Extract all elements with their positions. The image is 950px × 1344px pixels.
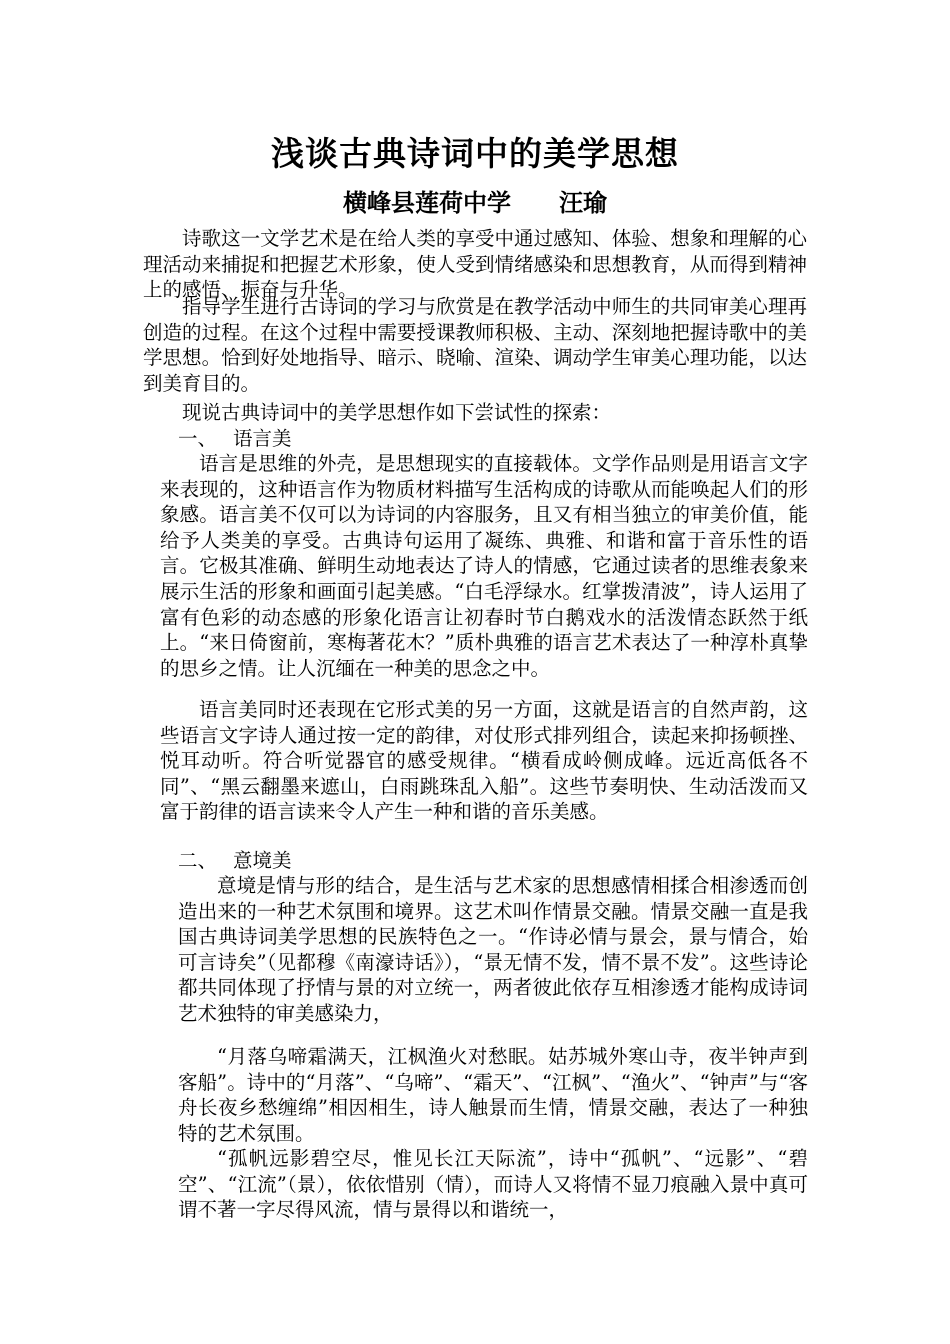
section2-paragraph-3: “孤帆远影碧空尽，惟见长江天际流”，诗中“孤帆”、“远影”、“碧空”、“江流”（景），依依惜别（情），而诗人又将情不显刀痕融入景中真可谓不著一字尽得风流，情与景得以和谐统一， [178, 1147, 808, 1222]
section-heading-language: 一、 语言美 [178, 427, 292, 450]
section2-paragraph-2: “月落乌啼霜满天，江枫渔火对愁眠。姑苏城外寒山寺，夜半钟声到客船”。诗中的“月落”、“乌啼”、“霜天”、“江枫”、“渔火”、“钟声”与“客舟长夜乡愁缠绵”相因相生，诗人触景而生情，情景交融，表达了一种独特的艺术氛围。 [178, 1045, 808, 1145]
author-line: 横峰县莲荷中学 汪瑜 [343, 189, 607, 217]
document-title: 浅谈古典诗词中的美学思想 [271, 134, 679, 173]
intro-paragraph-3: 现说古典诗词中的美学思想作如下尝试性的探索： [182, 401, 612, 424]
section2-paragraph-1: 意境是情与形的结合，是生活与艺术家的思想感情相揉合相渗透而创造出来的一种艺术氛围和境界。这艺术叫作情景交融。情景交融一直是我国古典诗词美学思想的民族特色之一。“作诗必情与景会，景与情合，始可言诗矣”（见都穆《南濠诗话》），“景无情不发，情不景不发”。这些诗论都共同体现了抒情与景的对立统一，两者彼此依存互相渗透才能构成诗词艺术独特的审美感染力， [178, 874, 808, 1025]
section1-paragraph-2: 语言美同时还表现在它形式美的另一方面，这就是语言的自然声韵，这些语言文字诗人通过按一定的韵律，对仗形式排列组合，读起来抑扬顿挫、悦耳动听。符合听觉器官的感受规律。“横看成岭侧成峰。远近高低各不同”、“黑云翻墨来遮山，白雨跳珠乱入船”。这些节奏明快、生动活泼而又富于韵律的语言读来令人产生一种和谐的音乐美感。 [160, 698, 808, 824]
section1-paragraph-1: 语言是思维的外壳，是思想现实的直接载体。文学作品则是用语言文字来表现的，这种语言作为物质材料描写生活构成的诗歌从而能唤起人们的形象感。语言美不仅可以为诗词的内容服务，且又有相当独立的审美价值，能给予人类美的享受。古典诗句运用了凝练、典雅、和谐和富于音乐性的语言。它极其准确、鲜明生动地表达了诗人的情感，它通过读者的思维表象来展示生活的形象和画面引起美感。“白毛浮绿水。红掌拨清波”，诗人运用了富有色彩的动态感的形象化语言让初春时节白鹅戏水的活泼情态跃然于纸上。“来日倚窗前，寒梅著花木？”质朴典雅的语言艺术表达了一种淳朴真挚的思乡之情。让人沉缅在一种美的思念之中。 [160, 452, 808, 680]
section-heading-artistic-conception: 二、 意境美 [178, 849, 292, 872]
intro-paragraph-2: 指导学生进行古诗词的学习与欣赏是在教学活动中师生的共同审美心理再创造的过程。在这个过程中需要授课教师积极、主动、深刻地把握诗歌中的美学思想。恰到好处地指导、暗示、晓喻、渲染、调动学生审美心理功能，以达到美育目的。 [143, 295, 807, 395]
intro-paragraph-1: 诗歌这一文学艺术是在给人类的享受中通过感知、体验、想象和理解的心理活动来捕捉和把握艺术形象，使人受到情绪感染和思想教育，从而得到精神上的感悟、振奋与升华。 [143, 227, 807, 302]
